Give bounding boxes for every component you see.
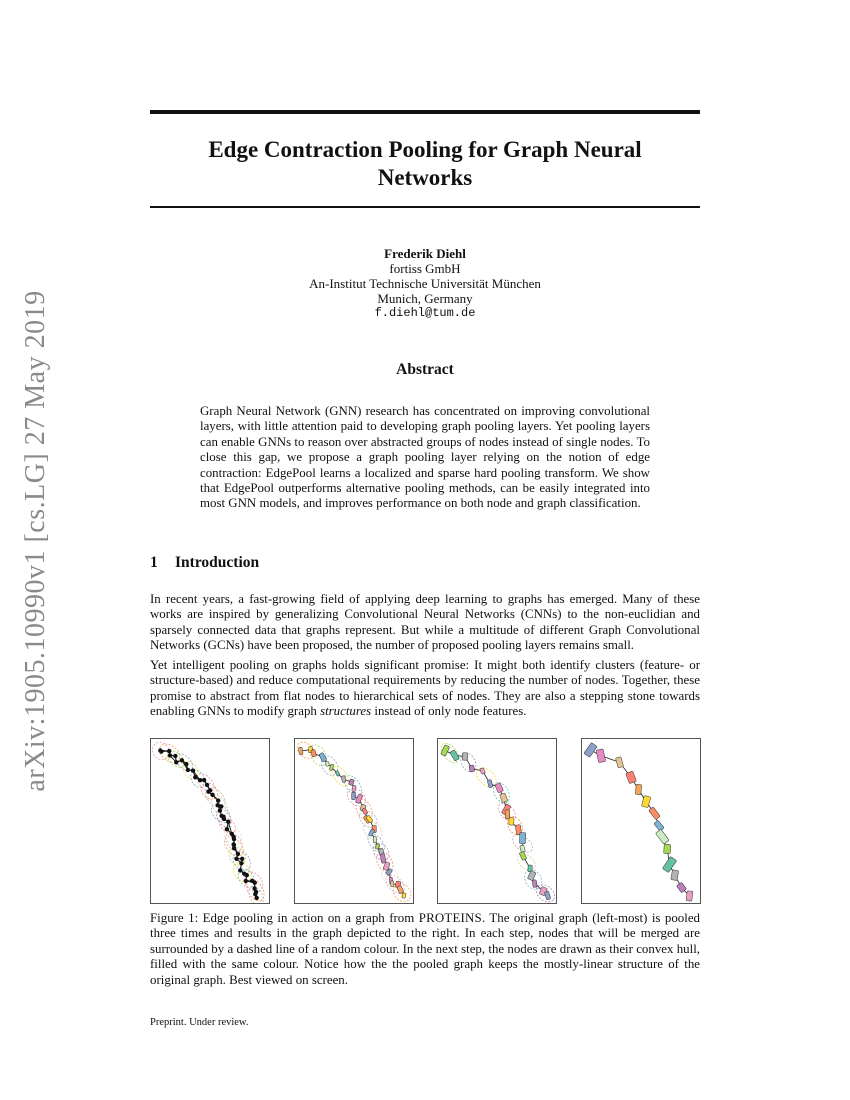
author-affiliation-1: fortiss GmbH <box>389 261 461 276</box>
pooled-node-hull <box>654 820 665 831</box>
graph-node <box>234 857 238 861</box>
graph-node <box>253 880 257 884</box>
pooled-node-hull <box>596 749 606 763</box>
intro-paragraph-2-end: instead of only node features. <box>371 704 527 719</box>
pooled-node-hull <box>441 745 450 757</box>
pooled-node-hull <box>532 880 537 888</box>
section-title: Introduction <box>175 554 260 571</box>
pooled-node-hull <box>495 783 504 793</box>
graph-node <box>210 793 214 797</box>
author-block <box>150 246 700 321</box>
abstract-heading: Abstract <box>396 361 454 378</box>
graph-node <box>180 758 184 762</box>
pooled-node-hull <box>311 749 317 757</box>
graph-node <box>222 817 226 821</box>
arxiv-identifier: arXiv:1905.10990v1 [cs.LG] 27 May 2019 <box>20 289 51 792</box>
graph-node <box>240 857 244 861</box>
pooled-node-hull <box>544 891 551 900</box>
pooled-node-hull <box>527 871 536 881</box>
caption-end: . The original graph (left-most) is pooled three times and results in the graph depicted to the right. In each step, nodes that will be merged are surrounded by a dashed line of a random colour. In the next step, the nodes are drawn as their convex hull, filled with the same colour. Notice how the the pooled graph keeps the mostly-linear structure of the original graph. Best viewed on screen. <box>150 911 700 987</box>
graph-node <box>193 775 197 779</box>
graph-node <box>218 808 222 812</box>
author-location: Munich, Germany <box>377 291 473 306</box>
title-rule-bottom <box>150 206 700 208</box>
graph-node <box>255 896 259 900</box>
author-affiliation-2: An-Institut Technische Universität München <box>309 276 541 291</box>
figure-panel-svg-4 <box>582 739 700 903</box>
graph-node <box>191 768 195 772</box>
figure-1 <box>150 738 702 904</box>
graph-node <box>226 820 230 824</box>
pooled-node-hull <box>402 893 407 899</box>
preprint-footer: Preprint. Under review. <box>150 1017 249 1028</box>
graph-node <box>245 873 249 877</box>
graph-node <box>239 861 243 865</box>
pooled-node-hull <box>391 881 394 887</box>
intro-paragraph-1: In recent years, a fast-growing field of applying deep learning to graphs has emerged. Many of these works are inspired by generalizing Convolutional Neural Networks (CNNs) to the non-euclidian and sparsely connected data that graphs represent. But while a multitude of different Graph Convolutional Networks (GCNs) have been proposed, the number of proposed pooling layers remains small. <box>150 592 700 653</box>
pooled-node-hull <box>635 784 641 795</box>
figure-panel-pooled-graph <box>581 738 701 904</box>
pooled-node-hull <box>335 770 340 776</box>
pooled-node-hull <box>329 764 333 771</box>
graph-node <box>167 749 171 753</box>
pooled-node-hull <box>655 829 669 844</box>
figure-1-caption <box>150 911 700 988</box>
figure-panel-svg-1 <box>151 739 269 903</box>
pooled-node-hull <box>397 885 404 894</box>
pooled-node-hull <box>469 765 475 772</box>
pooled-node-hull <box>352 792 356 800</box>
pooled-node-hull <box>349 779 355 786</box>
title-rule-top <box>150 110 700 114</box>
figure-panel-pool-step-1 <box>294 738 414 904</box>
graph-node <box>206 790 210 794</box>
graph-node <box>216 798 220 802</box>
intro-paragraph-2 <box>150 658 700 720</box>
graph-node <box>232 837 236 841</box>
caption-start: Figure 1: Edge pooling in action on a graph from <box>150 911 419 925</box>
pooled-node-hull <box>326 762 329 767</box>
graph-node <box>158 748 162 752</box>
graph-node <box>219 804 223 808</box>
section-number: 1 <box>150 554 158 571</box>
paper-title-line-1: Edge Contraction Pooling for Graph Neural <box>208 137 642 162</box>
pooled-node-hull <box>500 793 508 803</box>
pooled-node-hull <box>671 870 679 881</box>
pooled-node-hull <box>462 753 468 760</box>
graph-node <box>202 778 206 782</box>
abstract-text: Graph Neural Network (GNN) research has concentrated on improving convolutional layers, with little attention paid to developing graph pooling layers. Yet pooling layers can enable GNNs to reason over abstracted groups of nodes instead of single nodes. To close this gap, we propose a graph pooling layer relying on the notion of edge contraction: EdgePool learns a localized and sparse hard pooling transform. We show that EdgePool outperforms alternative pooling methods, can be easily integrated into most GNN models, and improves performance on both node and graph classification. <box>200 404 650 511</box>
pooled-node-hull <box>341 776 346 783</box>
graph-node <box>198 778 202 782</box>
pooled-node-hull <box>352 785 357 792</box>
paper-title <box>150 136 700 192</box>
arxiv-sidebar <box>16 288 56 793</box>
graph-node <box>186 768 190 772</box>
graph-node <box>225 827 229 831</box>
graph-node <box>174 760 178 764</box>
pooled-node-hull <box>362 808 368 815</box>
pooled-node-hull <box>649 807 661 820</box>
author-email[interactable]: f.diehl@tum.de <box>374 306 476 320</box>
figure-panel-svg-3 <box>438 739 556 903</box>
graph-node <box>205 783 209 787</box>
pooled-node-hull <box>616 757 624 768</box>
pooled-node-hull <box>686 891 693 902</box>
graph-node <box>173 754 177 758</box>
pooled-node-hull <box>626 771 637 784</box>
pooled-node-hull <box>368 829 374 837</box>
figure-panel-pool-step-2 <box>437 738 557 904</box>
graph-node <box>244 879 248 883</box>
graph-node <box>236 852 240 856</box>
pooled-node-hull <box>380 854 386 864</box>
figure-panel-original-graph <box>150 738 270 904</box>
pooled-node-hull <box>584 743 597 758</box>
author-name: Frederik Diehl <box>384 246 466 261</box>
graph-node <box>168 753 172 757</box>
paper-title-line-2: Networks <box>377 165 473 190</box>
intro-paragraph-2-start: Yet intelligent pooling on graphs holds significant promise: It might both identify clusters (feature- or structure-based) and reduce computational requirements by reducing the number of nodes. Together, these promise to abstract from flat nodes to hierarchical sets of nodes. They are also a stepping stone towards enabling GNNs to modify graph <box>150 658 700 719</box>
pooled-node-hull <box>519 833 525 844</box>
caption-dataset-name: PROTEINS <box>418 911 482 925</box>
section-heading-introduction <box>150 554 259 572</box>
pooled-node-hull <box>480 768 486 775</box>
pooled-node-hull <box>664 844 671 854</box>
graph-node <box>232 846 236 850</box>
pooled-node-hull <box>298 747 303 755</box>
figure-panel-svg-2 <box>295 739 413 903</box>
pooled-node-hull <box>373 836 377 842</box>
graph-node <box>238 868 242 872</box>
intro-paragraph-2-emphasis: structures <box>320 704 372 719</box>
pooled-node-hull <box>519 851 527 860</box>
graph-node <box>231 842 235 846</box>
pooled-node-hull <box>505 810 510 819</box>
graph-node <box>184 762 188 766</box>
pooled-node-hull <box>509 818 514 826</box>
